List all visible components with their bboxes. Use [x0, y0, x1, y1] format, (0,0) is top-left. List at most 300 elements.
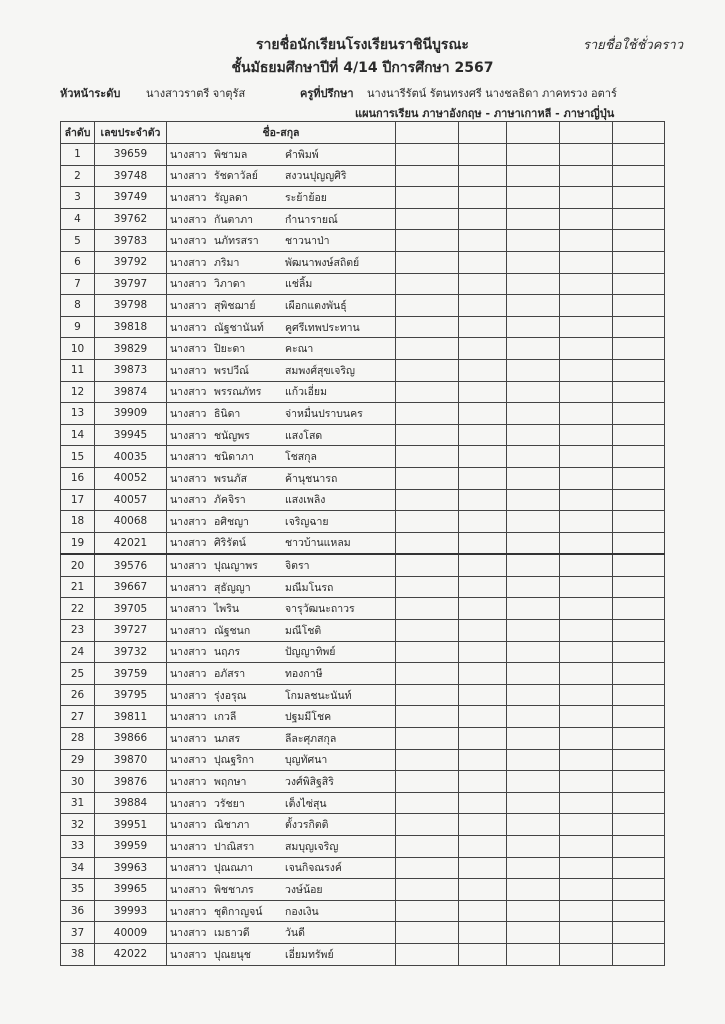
student-id: 39951 [95, 814, 167, 836]
first-name: พิชามล [214, 148, 248, 161]
first-name: วรัชยา [214, 797, 245, 810]
student-name [167, 663, 396, 685]
blank-cell [459, 857, 507, 879]
row-number: 8 [61, 295, 95, 317]
name-prefix: นางสาว [170, 883, 207, 896]
blank-cell [560, 424, 613, 446]
student-id: 40057 [95, 489, 167, 511]
blank-cell [507, 316, 560, 338]
blank-cell [459, 338, 507, 360]
student-name [167, 403, 396, 425]
student-id: 39829 [95, 338, 167, 360]
blank-cell [613, 316, 665, 338]
name-prefix: นางสาว [170, 170, 207, 183]
blank-cell [613, 663, 665, 685]
blank-cell [507, 359, 560, 381]
blank-cell [560, 381, 613, 403]
row-number: 32 [61, 814, 95, 836]
last-name: เอี่ยมทรัพย์ [285, 948, 334, 961]
student-id: 40052 [95, 467, 167, 489]
table-row [61, 489, 665, 511]
blank-cell [560, 489, 613, 511]
row-number: 24 [61, 641, 95, 663]
col-header-blank [396, 122, 459, 144]
student-id: 39732 [95, 641, 167, 663]
blank-cell [507, 836, 560, 858]
blank-cell [396, 424, 459, 446]
name-prefix: นางสาว [170, 299, 207, 312]
row-number: 2 [61, 165, 95, 187]
student-id: 39798 [95, 295, 167, 317]
last-name: บุญทัศนา [285, 754, 328, 767]
row-number: 1 [61, 144, 95, 166]
name-prefix: นางสาว [170, 213, 207, 226]
blank-cell [507, 922, 560, 944]
first-name: กันตาภา [214, 213, 254, 226]
student-name [167, 728, 396, 750]
row-number: 37 [61, 922, 95, 944]
table-row [61, 728, 665, 750]
blank-cell [613, 836, 665, 858]
table-row [61, 663, 665, 685]
blank-cell [459, 836, 507, 858]
blank-cell [396, 792, 459, 814]
last-name: คะณา [285, 343, 314, 356]
blank-cell [560, 230, 613, 252]
blank-cell [613, 879, 665, 901]
student-id: 39659 [95, 144, 167, 166]
table-row [61, 620, 665, 642]
table-row [61, 381, 665, 403]
blank-cell [459, 879, 507, 901]
table-row [61, 424, 665, 446]
last-name: แสงเพลิง [285, 494, 326, 507]
level-head-label: หัวหน้าระดับ [60, 87, 121, 100]
name-prefix: นางสาว [170, 819, 207, 832]
blank-cell [613, 900, 665, 922]
last-name: ชาวนาป่า [285, 235, 330, 248]
blank-cell [396, 814, 459, 836]
student-id: 39909 [95, 403, 167, 425]
student-id: 39783 [95, 230, 167, 252]
student-id: 39965 [95, 879, 167, 901]
blank-cell [613, 187, 665, 209]
blank-cell [613, 144, 665, 166]
blank-cell [396, 749, 459, 771]
student-name [167, 922, 396, 944]
table-row [61, 836, 665, 858]
first-name: รัญลดา [214, 191, 248, 204]
blank-cell [560, 792, 613, 814]
row-number: 11 [61, 359, 95, 381]
table-row [61, 554, 665, 576]
blank-cell [459, 467, 507, 489]
first-name: พรรณภัทร [214, 386, 262, 399]
student-name [167, 295, 396, 317]
first-name: พฤกษา [214, 776, 247, 789]
blank-cell [613, 381, 665, 403]
first-name: ภัคจิรา [214, 494, 246, 507]
student-id: 39576 [95, 554, 167, 576]
student-id: 39884 [95, 792, 167, 814]
name-prefix: นางสาว [170, 278, 207, 291]
blank-cell [396, 684, 459, 706]
blank-cell [613, 403, 665, 425]
blank-cell [560, 900, 613, 922]
blank-cell [396, 879, 459, 901]
blank-cell [507, 467, 560, 489]
row-number: 35 [61, 879, 95, 901]
blank-cell [396, 771, 459, 793]
col-header-blank [613, 122, 665, 144]
last-name: กำนารายณ์ [285, 213, 338, 226]
name-prefix: นางสาว [170, 948, 207, 961]
first-name: ณัฐชานันท์ [214, 321, 264, 334]
first-name: เมธาวดี [214, 927, 250, 940]
table-row [61, 706, 665, 728]
blank-cell [459, 684, 507, 706]
last-name: ค้านุชนารถ [285, 472, 338, 485]
col-header-no: ลำดับ [61, 122, 95, 144]
blank-cell [613, 554, 665, 576]
name-prefix: นางสาว [170, 472, 207, 485]
first-name: เกวลี [214, 711, 237, 724]
temporary-list-note: รายชื่อใช้ชั่วคราว [582, 38, 683, 53]
row-number: 13 [61, 403, 95, 425]
name-prefix: นางสาว [170, 560, 207, 573]
blank-cell [507, 489, 560, 511]
student-name [167, 749, 396, 771]
blank-cell [560, 879, 613, 901]
last-name: มณีมโนรถ [285, 581, 334, 594]
blank-cell [396, 446, 459, 468]
blank-cell [396, 187, 459, 209]
blank-cell [507, 381, 560, 403]
student-id: 40068 [95, 511, 167, 533]
blank-cell [613, 598, 665, 620]
blank-cell [613, 706, 665, 728]
blank-cell [459, 532, 507, 554]
blank-cell [613, 728, 665, 750]
first-name: สุพิชฌาย์ [214, 299, 256, 312]
first-name: อภัสรา [214, 668, 246, 681]
advisor-names: นางนารีรัตน์ รัตนทรงศรี นางชลธิดา ภาคทรวง อตาร์ [367, 87, 617, 100]
name-prefix: นางสาว [170, 364, 207, 377]
first-name: ธินิดา [214, 407, 241, 420]
blank-cell [560, 771, 613, 793]
last-name: เจริญฉาย [285, 515, 329, 528]
student-name [167, 251, 396, 273]
student-table [60, 121, 665, 966]
student-id: 39748 [95, 165, 167, 187]
blank-cell [459, 446, 507, 468]
name-prefix: นางสาว [170, 776, 207, 789]
student-name [167, 467, 396, 489]
col-header-blank [507, 122, 560, 144]
name-prefix: นางสาว [170, 515, 207, 528]
first-name: ภริมา [214, 256, 240, 269]
last-name: แก้วเอี่ยม [285, 386, 327, 399]
name-prefix: นางสาว [170, 407, 207, 420]
blank-cell [396, 576, 459, 598]
name-prefix: นางสาว [170, 797, 207, 810]
name-prefix: นางสาว [170, 711, 207, 724]
blank-cell [396, 728, 459, 750]
blank-cell [459, 663, 507, 685]
col-header-id: เลขประจำตัว [95, 122, 167, 144]
blank-cell [396, 857, 459, 879]
row-number: 33 [61, 836, 95, 858]
name-prefix: นางสาว [170, 581, 207, 594]
blank-cell [396, 359, 459, 381]
student-name [167, 511, 396, 533]
blank-cell [560, 663, 613, 685]
last-name: ปฐมมีโชค [285, 711, 332, 724]
first-name: ไพริน [214, 603, 240, 616]
blank-cell [396, 381, 459, 403]
last-name: สมพงศ์สุขเจริญ [285, 364, 355, 377]
blank-cell [560, 728, 613, 750]
first-name: ชนัญพร [214, 429, 250, 442]
blank-cell [507, 857, 560, 879]
row-number: 29 [61, 749, 95, 771]
blank-cell [507, 532, 560, 554]
advisor-label: ครูที่ปรึกษา [300, 87, 354, 100]
blank-cell [613, 814, 665, 836]
last-name: ตั้งวรกิตติ [285, 819, 329, 832]
blank-cell [507, 273, 560, 295]
name-prefix: นางสาว [170, 256, 207, 269]
student-name [167, 792, 396, 814]
table-row [61, 446, 665, 468]
name-prefix: นางสาว [170, 386, 207, 399]
table-row [61, 208, 665, 230]
blank-cell [507, 792, 560, 814]
blank-cell [507, 424, 560, 446]
last-name: เผือกแตงพันธุ์ [285, 299, 347, 312]
blank-cell [613, 489, 665, 511]
blank-cell [459, 403, 507, 425]
last-name: ระย้าย้อย [285, 191, 327, 204]
blank-cell [507, 165, 560, 187]
blank-cell [396, 922, 459, 944]
blank-cell [396, 403, 459, 425]
student-id: 39667 [95, 576, 167, 598]
table-row [61, 187, 665, 209]
blank-cell [396, 295, 459, 317]
study-plan: แผนการเรียน ภาษาอังกฤษ - ภาษาเกาหลี - ภาษาญี่ปุ่น [355, 107, 615, 120]
student-id: 39874 [95, 381, 167, 403]
first-name: อศิชญา [214, 515, 249, 528]
blank-cell [459, 749, 507, 771]
last-name: ทองกาษี [285, 668, 323, 681]
blank-cell [560, 706, 613, 728]
table-row [61, 532, 665, 554]
blank-cell [507, 706, 560, 728]
last-name: แช่ลิ้ม [285, 278, 313, 291]
blank-cell [396, 900, 459, 922]
blank-cell [507, 771, 560, 793]
first-name: ปิยะดา [214, 343, 246, 356]
blank-cell [560, 144, 613, 166]
blank-cell [560, 295, 613, 317]
student-name [167, 641, 396, 663]
blank-cell [560, 814, 613, 836]
row-number: 26 [61, 684, 95, 706]
blank-cell [507, 728, 560, 750]
student-id: 39963 [95, 857, 167, 879]
first-name: ปุณญาพร [214, 560, 258, 573]
table-row [61, 598, 665, 620]
blank-cell [613, 230, 665, 252]
last-name: เจนกิจณรงค์ [285, 862, 342, 875]
student-name [167, 165, 396, 187]
row-number: 28 [61, 728, 95, 750]
student-name [167, 836, 396, 858]
blank-cell [613, 576, 665, 598]
last-name: เต็งไซ่สุน [285, 797, 327, 810]
row-number: 20 [61, 554, 95, 576]
row-number: 27 [61, 706, 95, 728]
row-number: 31 [61, 792, 95, 814]
blank-cell [560, 446, 613, 468]
last-name: วงษ์น้อย [285, 883, 323, 896]
name-prefix: นางสาว [170, 862, 207, 875]
row-number: 10 [61, 338, 95, 360]
last-name: วันดี [285, 927, 305, 940]
first-name: พรปวีณ์ [214, 364, 249, 377]
blank-cell [613, 359, 665, 381]
student-id: 39792 [95, 251, 167, 273]
name-prefix: นางสาว [170, 321, 207, 334]
student-name [167, 381, 396, 403]
blank-cell [507, 446, 560, 468]
last-name: คูศรีเทพประทาน [285, 321, 360, 334]
row-number: 36 [61, 900, 95, 922]
table-row [61, 403, 665, 425]
blank-cell [507, 403, 560, 425]
name-prefix: นางสาว [170, 905, 207, 918]
blank-cell [560, 749, 613, 771]
blank-cell [396, 641, 459, 663]
row-number: 16 [61, 467, 95, 489]
last-name: สงวนปุญญศิริ [285, 170, 347, 183]
student-name [167, 771, 396, 793]
first-name: ปุณฐริกา [214, 754, 255, 767]
first-name: ปุณยนุช [214, 948, 251, 961]
blank-cell [507, 187, 560, 209]
table-row [61, 144, 665, 166]
blank-cell [507, 554, 560, 576]
blank-cell [459, 706, 507, 728]
name-prefix: นางสาว [170, 624, 207, 637]
first-name: รุ่งอรุณ [214, 689, 247, 702]
col-header-blank [459, 122, 507, 144]
blank-cell [613, 165, 665, 187]
blank-cell [396, 338, 459, 360]
blank-cell [507, 620, 560, 642]
last-name: ชาวบ้านแหลม [285, 537, 351, 550]
table-row [61, 511, 665, 533]
student-name [167, 230, 396, 252]
table-row [61, 576, 665, 598]
blank-cell [459, 771, 507, 793]
blank-cell [613, 511, 665, 533]
name-prefix: นางสาว [170, 537, 207, 550]
blank-cell [560, 576, 613, 598]
blank-cell [613, 771, 665, 793]
first-name: พรนภัส [214, 472, 248, 485]
student-name [167, 943, 396, 965]
blank-cell [507, 879, 560, 901]
blank-cell [459, 576, 507, 598]
blank-cell [396, 620, 459, 642]
blank-cell [613, 922, 665, 944]
last-name: โกมลชนะนันท์ [285, 689, 352, 702]
blank-cell [560, 598, 613, 620]
blank-cell [560, 251, 613, 273]
blank-cell [560, 620, 613, 642]
table-row [61, 316, 665, 338]
last-name: คำพิมพ์ [285, 148, 319, 161]
blank-cell [560, 922, 613, 944]
blank-cell [613, 684, 665, 706]
name-prefix: นางสาว [170, 840, 207, 853]
last-name: แสงโสด [285, 429, 323, 442]
student-id: 39870 [95, 749, 167, 771]
blank-cell [560, 165, 613, 187]
student-name [167, 489, 396, 511]
blank-cell [396, 489, 459, 511]
table-row [61, 230, 665, 252]
student-name [167, 359, 396, 381]
student-id: 39749 [95, 187, 167, 209]
student-id: 39759 [95, 663, 167, 685]
student-name [167, 598, 396, 620]
table-row [61, 467, 665, 489]
student-id: 39705 [95, 598, 167, 620]
row-number: 9 [61, 316, 95, 338]
row-number: 34 [61, 857, 95, 879]
student-name [167, 273, 396, 295]
table-row [61, 338, 665, 360]
table-row [61, 879, 665, 901]
blank-cell [507, 251, 560, 273]
row-number: 7 [61, 273, 95, 295]
student-id: 39727 [95, 620, 167, 642]
last-name: ลีละศุภสกุล [285, 732, 337, 745]
name-prefix: นางสาว [170, 343, 207, 356]
student-name [167, 879, 396, 901]
blank-cell [507, 295, 560, 317]
blank-cell [507, 144, 560, 166]
first-name: นฤภร [214, 646, 241, 659]
blank-cell [507, 208, 560, 230]
student-name [167, 554, 396, 576]
blank-cell [396, 467, 459, 489]
blank-cell [396, 165, 459, 187]
blank-cell [560, 403, 613, 425]
blank-cell [459, 316, 507, 338]
student-name [167, 446, 396, 468]
table-row [61, 359, 665, 381]
student-id: 39959 [95, 836, 167, 858]
blank-cell [459, 381, 507, 403]
student-id: 39876 [95, 771, 167, 793]
row-number: 14 [61, 424, 95, 446]
student-name [167, 857, 396, 879]
blank-cell [560, 857, 613, 879]
